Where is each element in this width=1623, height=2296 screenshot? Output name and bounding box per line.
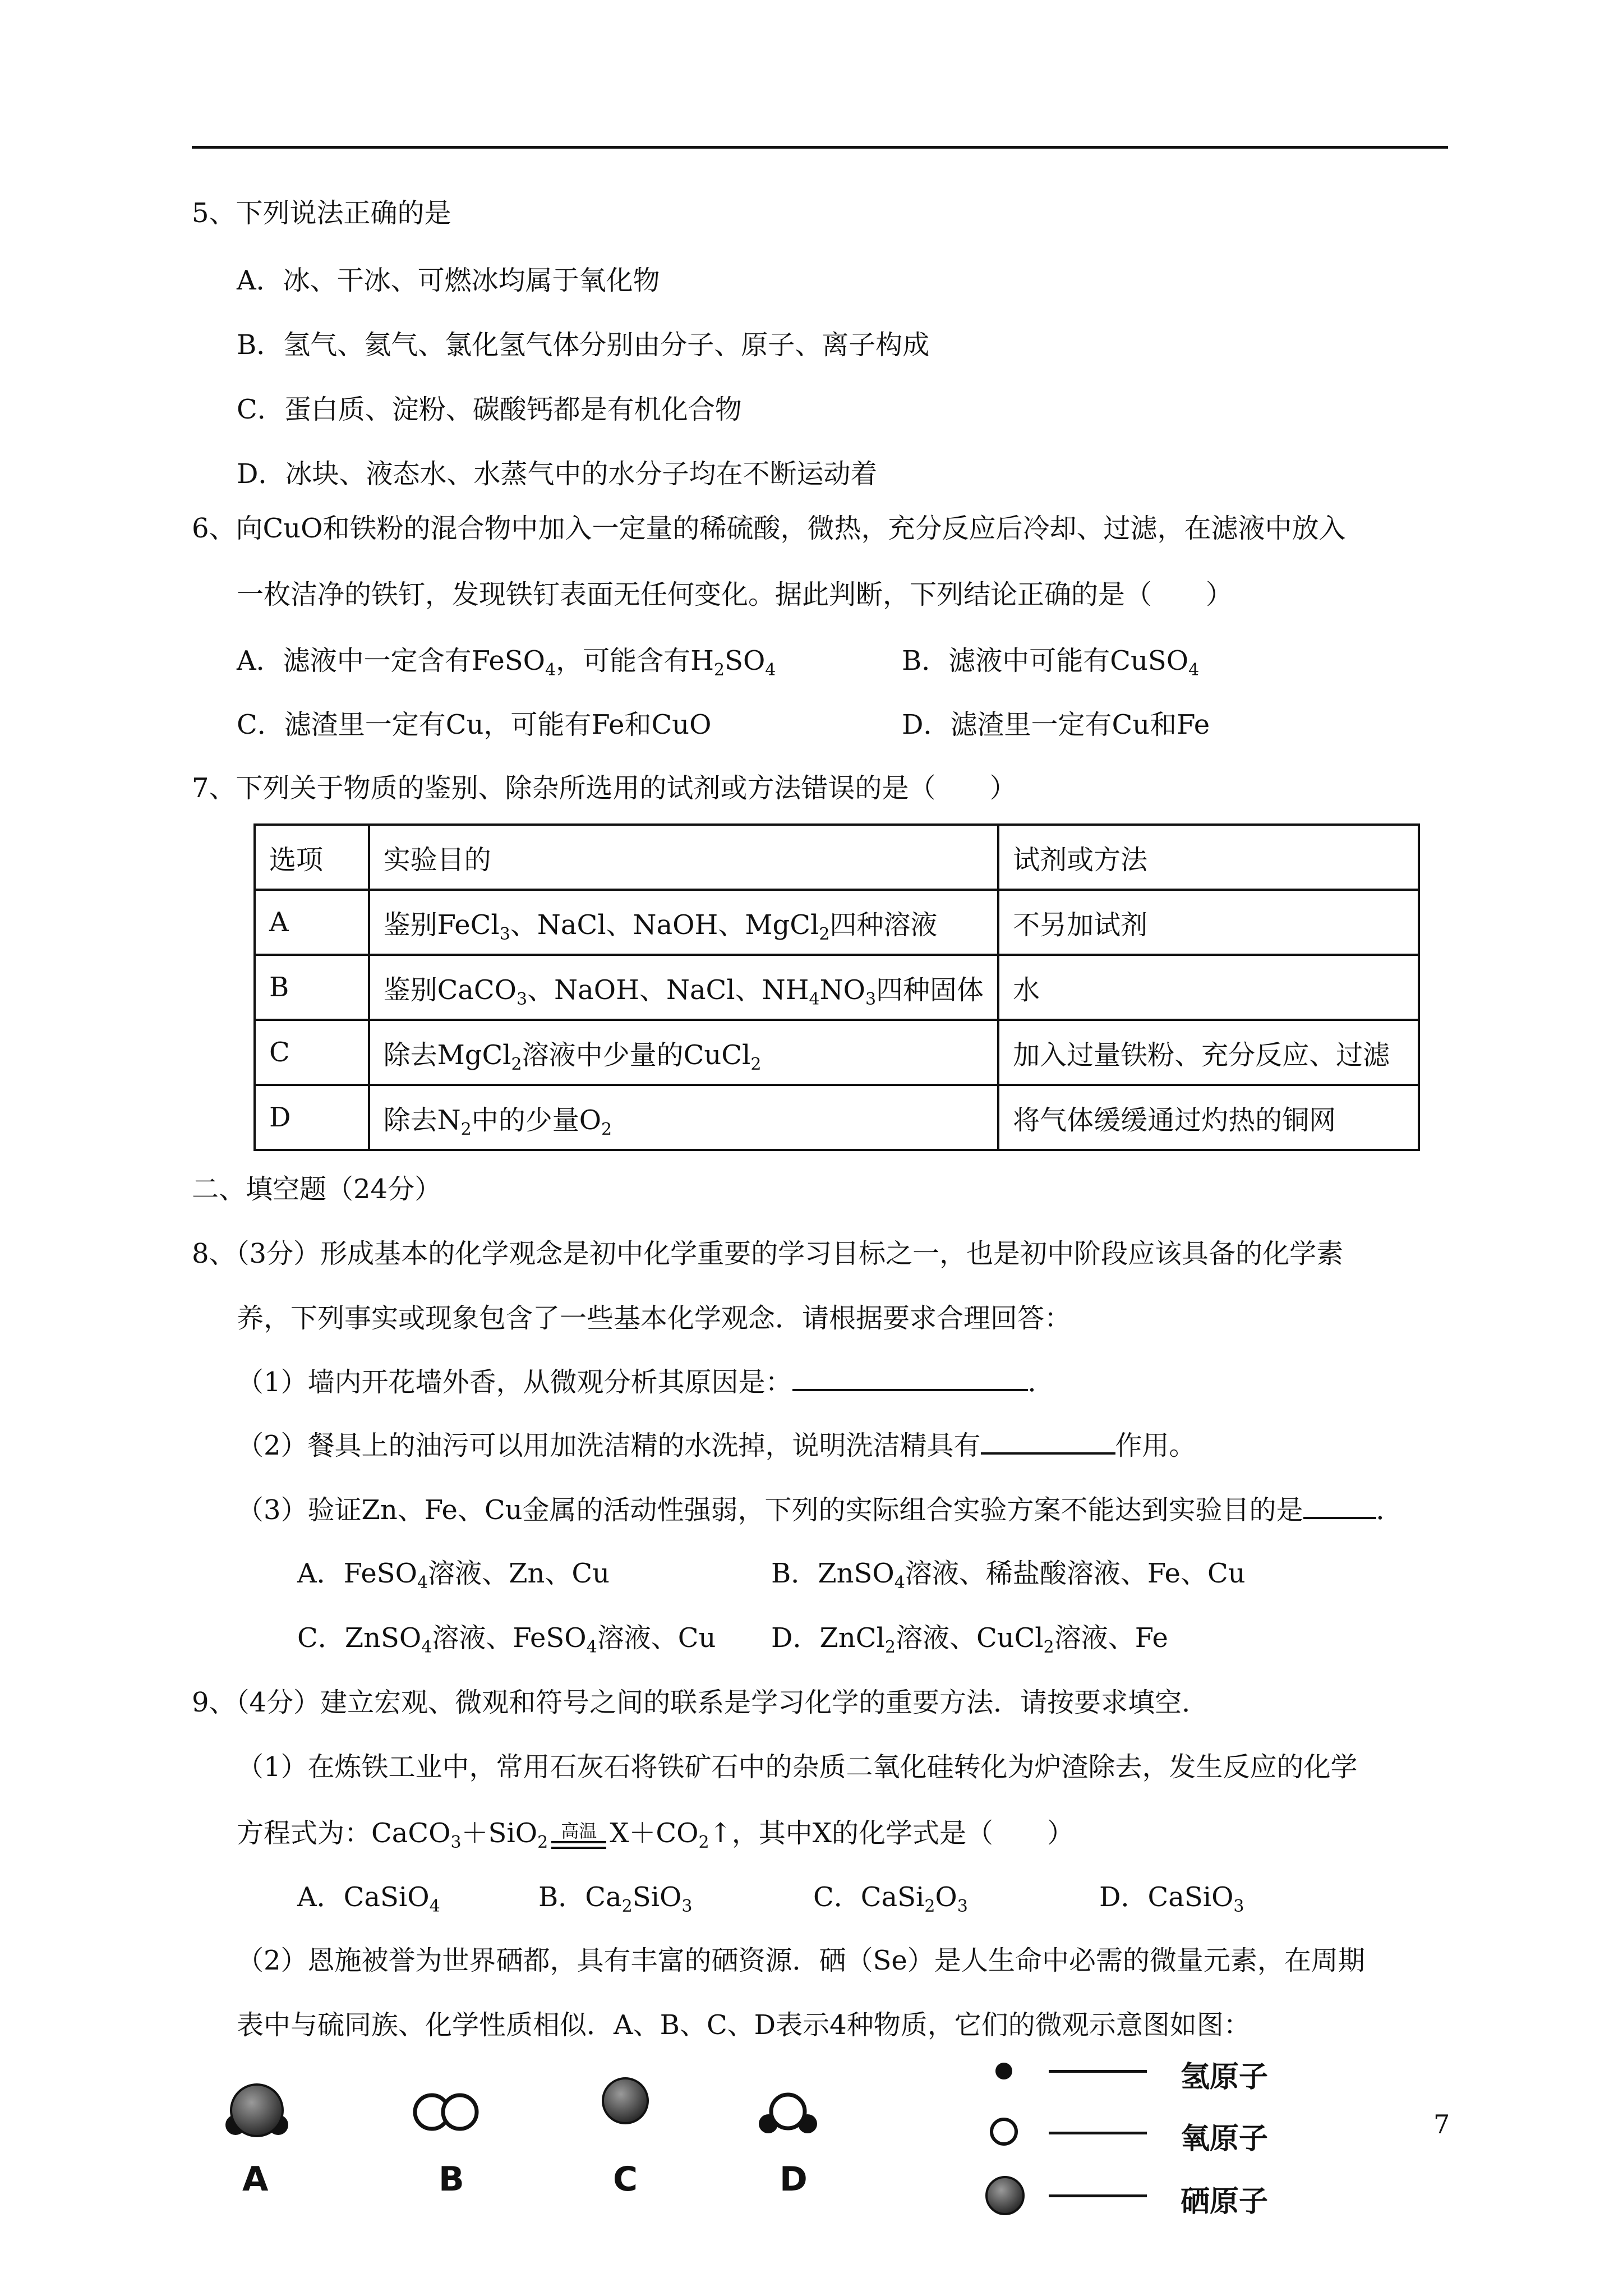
molecule-c-diagram [594, 2070, 656, 2132]
legend-selenium: 硒原子 [1181, 2184, 1269, 2219]
q9-option-d: D．CaSiO$_3$ [1099, 1881, 1244, 1916]
q7-table [253, 823, 1420, 1151]
row-method: 将气体缓缓通过灼热的铜网 [998, 1085, 1419, 1150]
q8-option-c: C．ZnSO$_4$溶液、FeSO$_4$溶液、Cu [297, 1622, 716, 1657]
row-purpose: 鉴别CaCO$_3$、NaOH、NaCl、$NH_4NO_3$四种固体 [369, 955, 998, 1020]
q8-option-a: A．FeSO$_4$溶液、Zn、Cu [297, 1558, 610, 1593]
answer-blank[interactable] [981, 1428, 1115, 1455]
hydrogen-atom-icon [987, 2054, 1021, 2088]
header-option: 选项 [255, 825, 369, 890]
answer-blank[interactable] [1303, 1492, 1376, 1519]
q5-option-b: B．氢气、氦气、氯化氢气体分别由分子、原子、离子构成 [237, 329, 930, 361]
row-option: A [255, 890, 369, 955]
table-row [255, 890, 1419, 955]
q9-option-b: B．$Ca_2SiO_3$ [538, 1881, 693, 1916]
q8-part2: （2）餐具上的油污可以用加洗洁精的水洗掉，说明洗洁精具有 作用。 [237, 1428, 1196, 1462]
row-option: C [255, 1020, 369, 1085]
q5-option-a: A．冰、干冰、可燃冰均属于氧化物 [237, 265, 660, 296]
q8-option-d: D．ZnCl$_2$溶液、CuCl$_2$溶液、Fe [771, 1622, 1168, 1657]
legend-hydrogen: 氢原子 [1181, 2060, 1269, 2094]
row-method: 加入过量铁粉、充分反应、过滤 [998, 1020, 1419, 1085]
q8-option-b: B．ZnSO$_4$溶液、稀盐酸溶液、Fe、Cu [771, 1558, 1246, 1593]
table-header-row [255, 825, 1419, 890]
q6-option-d: D．滤渣里一定有Cu和Fe [902, 709, 1210, 740]
header-purpose: 实验目的 [369, 825, 998, 890]
q9-part1-equation: 方程式为：CaCO$_3$＋SiO$_2$ 高温 $X+CO_2↑$，其中X的化学式是（ ） [237, 1818, 1074, 1852]
legend-line [1049, 2194, 1147, 2197]
molecule-d-label: D [780, 2160, 808, 2199]
q8-part3: （3）验证Zn、Fe、Cu金属的活动性强弱，下列的实际组合实验方案不能达到实验目的是 ． [237, 1492, 1403, 1527]
row-purpose: 除去$N_2$中的少量$O_2$ [369, 1085, 998, 1150]
row-method: 水 [998, 955, 1419, 1020]
q6-option-c: C．滤渣里一定有Cu，可能有Fe和CuO [237, 709, 712, 740]
q6-option-a: A．滤液中一定含有FeSO$_4$，可能含有$H_2SO_4$ [237, 645, 776, 680]
table-row [255, 1085, 1419, 1150]
row-option: B [255, 955, 369, 1020]
q9-option-c: C．$CaSi_2O_3$ [813, 1881, 968, 1916]
q9-part2-line1: （2）恩施被誉为世界硒都，具有丰富的硒资源．硒（Se）是人生命中必需的微量元素，在周期 [237, 1945, 1365, 1976]
molecule-b-diagram [409, 2087, 482, 2137]
q6-stem-line2: 一枚洁净的铁钉，发现铁钉表面无任何变化。据此判断，下列结论正确的是（ ） [237, 579, 1233, 610]
reaction-condition-arrow: 高温 [548, 1819, 610, 1852]
q7-stem: 7、下列关于物质的鉴别、除杂所选用的试剂或方法错误的是（ ） [192, 772, 1017, 804]
molecule-a-label: A [242, 2160, 269, 2199]
row-purpose: 除去MgCl$_2$溶液中少量的CuCl$_2$ [369, 1020, 998, 1085]
header-rule [192, 146, 1448, 149]
answer-blank[interactable] [792, 1364, 1028, 1391]
q8-part1: （1）墙内开花墙外香，从微观分析其原因是： ． [237, 1364, 1055, 1399]
row-method: 不另加试剂 [998, 890, 1419, 955]
q8-stem-line2: 养，下列事实或现象包含了一些基本化学观念．请根据要求合理回答： [237, 1303, 1072, 1334]
row-purpose: 鉴别FeCl$_3$、NaCl、NaOH、MgCl$_2$四种溶液 [369, 890, 998, 955]
selenium-atom-icon [983, 2173, 1027, 2218]
q9-stem: 9、（4分）建立宏观、微观和符号之间的联系是学习化学的重要方法．请按要求填空． [192, 1687, 1209, 1718]
legend-line [1049, 2070, 1147, 2073]
header-method: 试剂或方法 [998, 825, 1419, 890]
molecule-c-label: C [613, 2160, 638, 2199]
q5-option-c: C．蛋白质、淀粉、碳酸钙都是有机化合物 [237, 394, 742, 425]
molecule-a-diagram [213, 2076, 314, 2154]
q6-stem-line1: 6、向CuO和铁粉的混合物中加入一定量的稀硫酸，微热，充分反应后冷却、过滤，在滤液中放入 [192, 513, 1346, 544]
table-row [255, 955, 1419, 1020]
section-title: 二、填空题（24分） [192, 1174, 442, 1205]
q8-stem-line1: 8、（3分）形成基本的化学观念是初中化学重要的学习目标之一，也是初中阶段应该具备的化学素 [192, 1238, 1344, 1269]
molecule-d-diagram [751, 2087, 824, 2143]
q9-part2-line2: 表中与硫同族、化学性质相似．A、B、C、D表示4种物质，它们的微观示意图如图： [237, 2009, 1251, 2041]
q5-option-d: D．冰块、液态水、水蒸气中的水分子均在不断运动着 [237, 458, 878, 490]
q5-stem: 5、下列说法正确的是 [192, 197, 451, 229]
q9-option-a: A．CaSiO$_4$ [297, 1881, 440, 1916]
q6-option-b: B．滤液中可能有CuSO$_4$ [902, 645, 1200, 680]
oxygen-atom-icon [987, 2115, 1021, 2148]
legend-line [1049, 2132, 1147, 2134]
row-option: D [255, 1085, 369, 1150]
page-number: 7 [1433, 2109, 1450, 2139]
molecule-b-label: B [439, 2160, 464, 2199]
q9-part1-line1: （1）在炼铁工业中，常用石灰石将铁矿石中的杂质二氧化硅转化为炉渣除去，发生反应的化学 [237, 1751, 1358, 1783]
table-row [255, 1020, 1419, 1085]
legend-oxygen: 氧原子 [1181, 2122, 1269, 2156]
